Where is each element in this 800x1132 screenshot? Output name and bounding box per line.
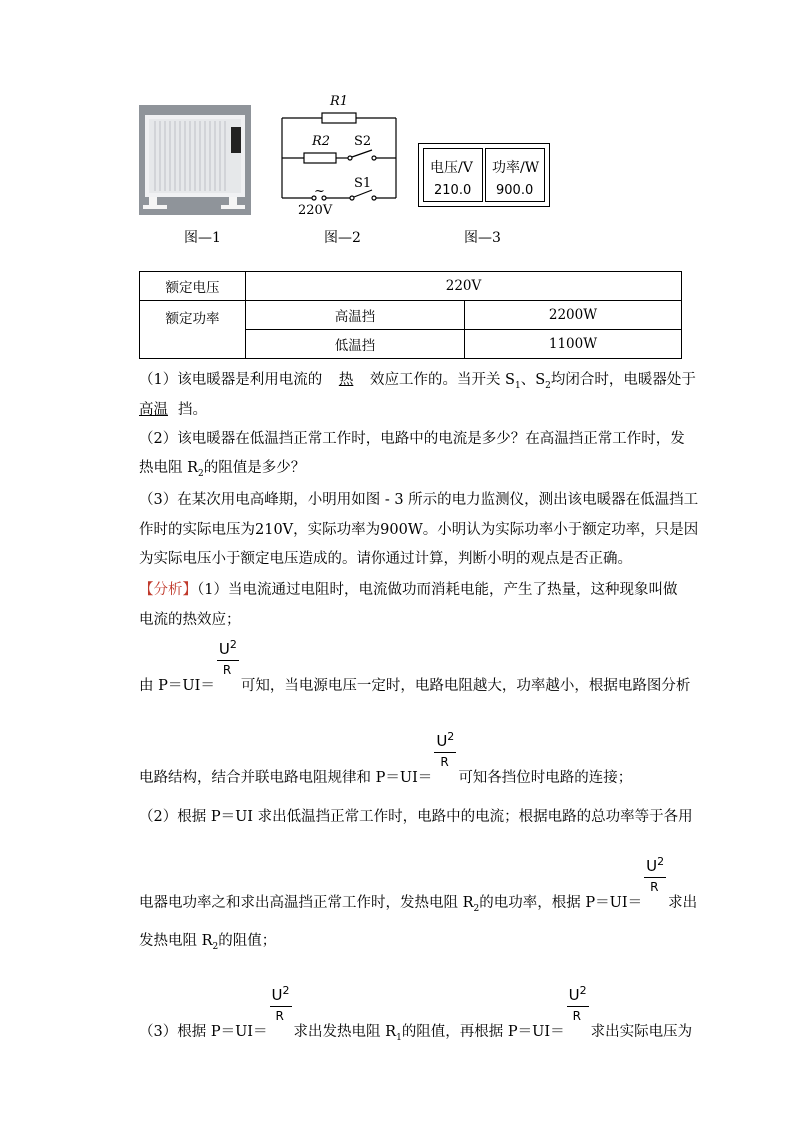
question-1-line2: 高温 挡。 <box>139 402 207 418</box>
ac-source-symbol: ~ <box>314 184 325 199</box>
s1-label: S1 <box>354 176 372 191</box>
formula-u2-over-r: $\frac{U^2}{R}$ <box>644 893 666 907</box>
rated-power-label: 额定功率 <box>140 301 246 359</box>
power-monitor <box>418 143 550 207</box>
analysis-tag: 【分析】 <box>139 582 197 598</box>
formula-u2-over-r: $\frac{U^2}{R}$ <box>270 1022 292 1036</box>
question-3-line1: （3）在某次用电高峰期，小明用如图 - 3 所示的电力监测仪，测出该电暖器在低温挡工 <box>139 492 699 508</box>
spec-table <box>139 271 682 359</box>
figure1-caption: 图—1 <box>184 230 221 246</box>
voltage-label: 电压/V <box>430 160 473 176</box>
rated-voltage-value: 220V <box>246 272 682 301</box>
analysis-2-line2: 电器电功率之和求出高温挡正常工作时，发热电阻 $R_2$的电功率，根据 P＝UI＝ $\frac{U^2}{R}$ 求出 <box>139 855 698 914</box>
question-3-line2: 作时的实际电压为210V，实际功率为900W。小明认为实际功率小于额定功率，只是因 <box>139 522 699 538</box>
r2-label: R2 <box>312 134 331 149</box>
analysis-1-line2: 电流的热效应； <box>139 612 241 628</box>
question-3-line3: 为实际电压小于额定电压造成的。请你通过计算，判断小明的观点是否正确。 <box>139 551 632 567</box>
analysis-3-line1: （3）根据 P＝UI＝ $\frac{U^2}{R}$ 求出发热电阻 $R_1$的阻值，再根据 P＝UI＝ $\frac{U^2}{R}$ 求出实际电压为 <box>139 984 693 1043</box>
low-setting-value: 1100W <box>465 330 682 359</box>
power-readout <box>485 148 545 202</box>
heater-photo <box>139 105 251 215</box>
power-label: 功率/W <box>492 160 540 176</box>
figure2-caption: 图—2 <box>324 230 361 246</box>
answer-blank-2: 高温 <box>139 402 168 418</box>
analysis-1-line1: 【分析】（1）当电流通过电阻时，电流做功而消耗电能，产生了热量，这种现象叫做 <box>139 582 678 598</box>
r1-label: R1 <box>330 94 349 109</box>
rated-voltage-label: 额定电压 <box>140 272 246 301</box>
circuit-diagram <box>276 90 402 220</box>
power-value: 900.0 <box>496 183 534 198</box>
high-setting-value: 2200W <box>465 301 682 330</box>
question-1-line1: （1）该电暖器是利用电流的 热 效应工作的。当开关 $S_1$、$S_2$均闭合时，电暖器处于 <box>139 372 696 391</box>
formula-u2-over-r: $\frac{U^2}{R}$ <box>217 676 239 690</box>
analysis-2-line3: 发热电阻 $R_2$的阻值； <box>139 933 277 952</box>
answer-blank-1: 热 <box>338 372 354 388</box>
low-setting-label: 低温挡 <box>246 330 465 359</box>
formula-u2-over-r: $\frac{U^2}{R}$ <box>567 1022 589 1036</box>
question-2-line2: 热电阻 $R_2$的阻值是多少？ <box>139 460 306 479</box>
analysis-1-line3: 由 P＝UI＝ $\frac{U^2}{R}$ 可知，当电源电压一定时，电路电阻越大，功率越小，根据电路图分析 <box>139 638 691 694</box>
voltage-value: 210.0 <box>434 183 472 198</box>
analysis-1-line4: 电路结构，结合并联电路电阻规律和 P＝UI＝ $\frac{U^2}{R}$ 可知各挡位时电路的连接； <box>139 730 633 786</box>
formula-u2-over-r: $\frac{U^2}{R}$ <box>434 768 456 782</box>
analysis-2-line1: （2）根据 P＝UI 求出低温挡正常工作时，电路中的电流；根据电路的总功率等于各用 <box>139 809 693 825</box>
high-setting-label: 高温挡 <box>246 301 465 330</box>
source-voltage-label: 220V <box>298 203 333 218</box>
s2-label: S2 <box>354 134 372 149</box>
voltage-readout <box>423 148 483 202</box>
figure3-caption: 图—3 <box>464 230 501 246</box>
question-2-line1: （2）该电暖器在低温挡正常工作时，电路中的电流是多少？在高温挡正常工作时，发 <box>139 431 685 447</box>
